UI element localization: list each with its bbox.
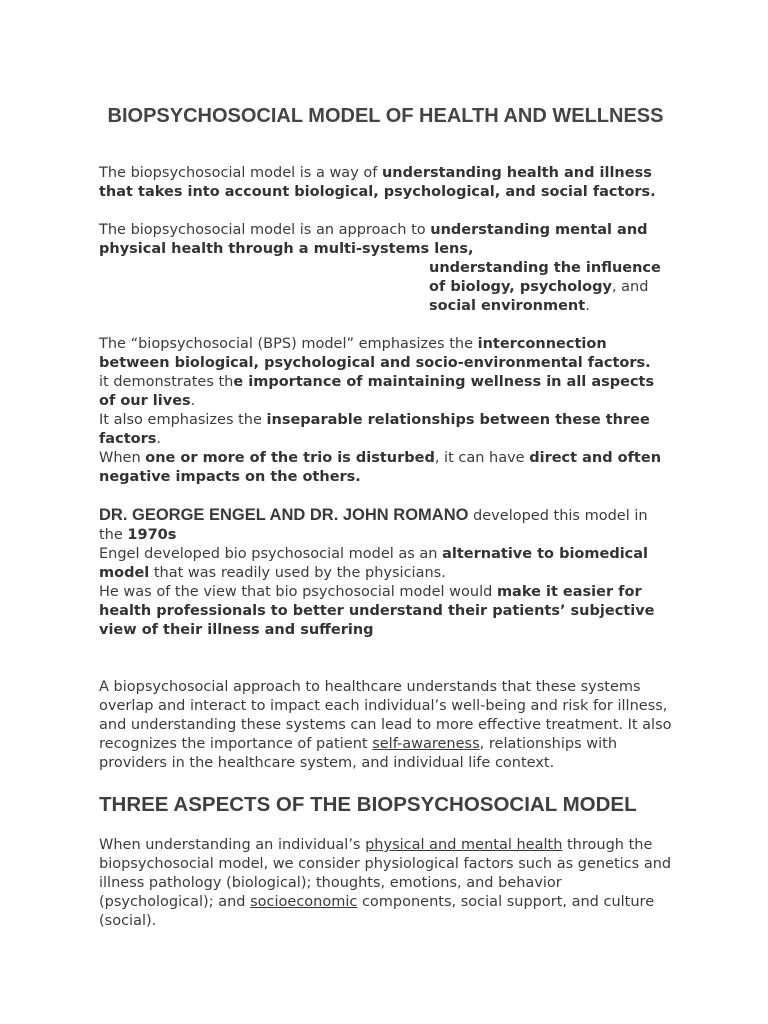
section-heading: THREE ASPECTS OF THE BIOPSYCHOSOCIAL MODEL xyxy=(99,793,637,816)
text-run: it demonstrates th xyxy=(99,374,234,390)
text-run: He was of the view that bio psychosocial model would xyxy=(99,584,497,600)
text-run: . xyxy=(585,298,590,314)
text-run: The biopsychosocial model is an approach to xyxy=(99,222,431,238)
text-run: A biopsychosocial approach to healthcare understands that these systems overlap and interact to impact each individual’s well-being and risk for illness, and understanding these systems can lead to more effective treatment. It also recognizes the importance of patient xyxy=(99,679,672,752)
bold-run: alternative to biomedical model xyxy=(99,546,649,581)
text-run: When xyxy=(99,450,146,466)
bold-run: make it easier for health professionals to better understand their patients’ subjective view of their illness and suffering xyxy=(99,584,655,638)
paragraph-definition xyxy=(99,164,672,202)
paragraph-healthcare-approach xyxy=(99,678,672,773)
text-run: components, social support, and culture (social). xyxy=(99,894,655,929)
text-run: The biopsychosocial model is a way of xyxy=(99,165,382,181)
bold-run: social environment xyxy=(429,298,586,314)
document-title: BIOPSYCHOSOCIAL MODEL OF HEALTH AND WELLNESS xyxy=(107,105,664,127)
text-run: It also emphasizes the xyxy=(99,412,267,428)
text-run: , it can have xyxy=(434,450,530,466)
paragraph-approach-lens xyxy=(99,221,672,316)
bold-run: e importance of maintaining wellness in all aspects of our lives xyxy=(99,374,655,409)
paragraph-engel-romano xyxy=(99,506,672,640)
text-run: , relationships with providers in the healthcare system, and individual life context. xyxy=(99,736,618,771)
bold-run: inseparable relationships between these three factors xyxy=(99,412,650,447)
indented-line xyxy=(99,259,672,316)
text-run: When understanding an individual’s xyxy=(99,837,366,853)
text-run: The “biopsychosocial (BPS) model” emphasizes the xyxy=(99,336,478,352)
paragraph-bps-emphasis xyxy=(99,335,672,487)
self-awareness-link[interactable]: self-awareness xyxy=(372,736,480,752)
text-run: . xyxy=(190,393,196,409)
text-run: Engel developed bio psychosocial model as an xyxy=(99,546,443,562)
text-run: that was readily used by the physicians. xyxy=(149,565,446,581)
text-run: through the biopsychosocial model, we consider physiological factors such as genetics and illness pathology (biological); thoughts, emotions, and behavior (psychological); and xyxy=(99,837,672,910)
paragraph-three-aspects xyxy=(99,836,672,931)
bold-run: understanding health and illness that takes into account biological, psychological, and social factors. xyxy=(99,165,656,200)
bold-run: interconnection between biological, psychological and socio-environmental factors. xyxy=(99,336,651,371)
bold-run: one or more of the trio is disturbed xyxy=(145,450,435,466)
physical-mental-health-link[interactable]: physical and mental health xyxy=(365,837,563,853)
bold-run: understanding mental and physical health through a multi-systems lens, xyxy=(99,222,648,257)
inline-heading: DR. GEORGE ENGEL AND DR. JOHN ROMANO xyxy=(99,506,469,524)
bold-run: 1970s xyxy=(127,527,177,543)
socioeconomic-link[interactable]: socioeconomic xyxy=(250,894,358,910)
bold-run: direct and often negative impacts on the others. xyxy=(99,450,662,485)
text-run: developed this model in the xyxy=(99,508,648,543)
text-run: . xyxy=(156,431,161,447)
bold-run: understanding the influence of biology, psychology xyxy=(429,260,661,295)
text-run: , and xyxy=(611,279,649,295)
